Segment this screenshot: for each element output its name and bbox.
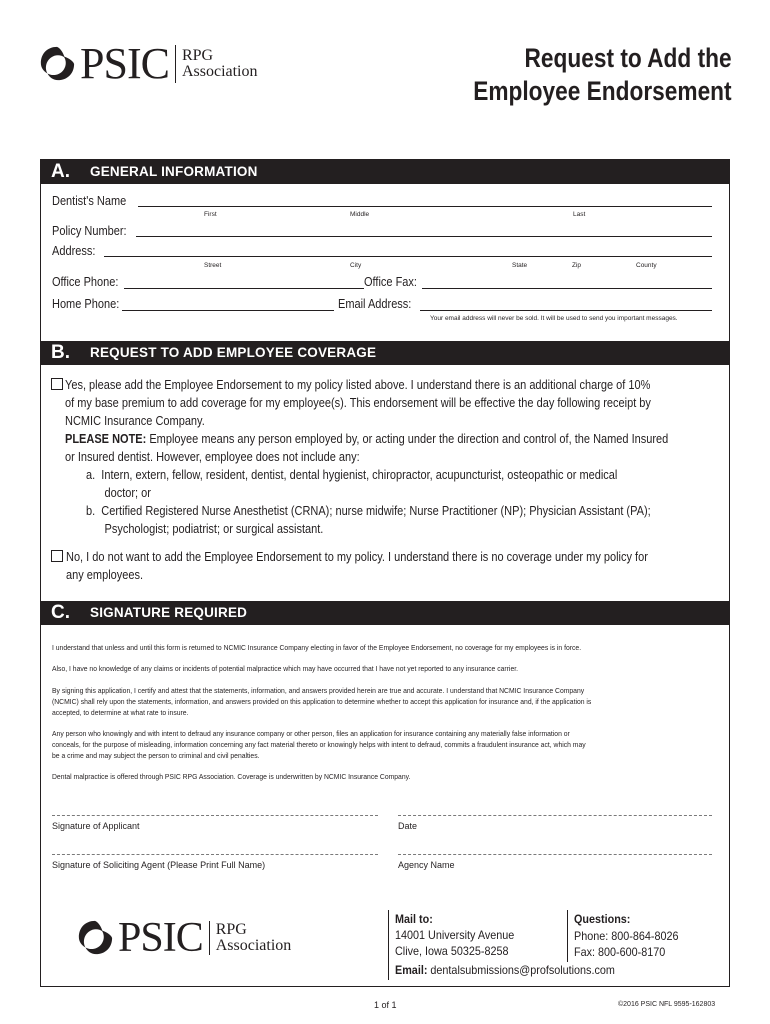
form-code: ©2016 PSIC NFL 9595-162803 (618, 1001, 716, 1008)
footer-psic-wordmark: PSIC (118, 915, 203, 961)
yes-checkbox[interactable] (51, 378, 63, 390)
no-line-1: No, I do not want to add the Employee Endorsement to my policy. I understand there is no coverage under my policy for (66, 550, 648, 564)
section-b-header (40, 341, 730, 365)
title-line-1: Request to Add the (524, 43, 732, 73)
home-phone-label: Home Phone: (52, 297, 120, 311)
email-note: Your email address will never be sold. It will be used to send you important messages. (430, 315, 678, 322)
footer-logo-association: Association (215, 937, 292, 954)
section-a-title: GENERAL INFORMATION (90, 164, 258, 179)
para4-line-1: Any person who knowingly and with intent to defraud any insurance company or other person, files an application for insurance containing any materially false information or (52, 729, 570, 738)
policy-number-field[interactable] (136, 236, 712, 237)
item-b-marker: b. (86, 504, 96, 518)
section-b-letter: B. (51, 342, 70, 363)
footer-psic-logo (76, 915, 292, 961)
logo-rpg-association (182, 48, 258, 80)
exclusion-list (86, 466, 651, 538)
agent-signature-label: Signature of Soliciting Agent (Please Print Full Name) (52, 860, 266, 870)
section-c-letter: C. (51, 602, 70, 623)
addr-county-caption: County (636, 262, 657, 269)
please-note-line-2: or Insured dentist. However, employee does not include any: (65, 450, 360, 464)
footer-email (395, 962, 615, 978)
section-c-header (40, 601, 730, 625)
email-field[interactable] (420, 310, 712, 311)
item-a-line-1: Intern, extern, fellow, resident, dentist, dental hygienist, chiropractor, acupuncturist, osteopathic or medical (101, 468, 618, 482)
signature-para-4 (52, 728, 678, 761)
para3-line-2: (NCMIC) shall rely upon the statements, information, and answers provided on this application to determine whether to accept this application for insurance and, if the application is (52, 697, 592, 706)
yes-line-1: Yes, please add the Employee Endorsement to my policy listed above. I understand there is an additional charge of 10% (65, 378, 651, 392)
item-b-line-2: Psychologist; podiatrist; or surgical assistant. (104, 522, 324, 536)
title-line-2: Employee Endorsement (473, 76, 732, 106)
name-middle-caption: Middle (350, 211, 370, 218)
page-title (474, 42, 732, 108)
yes-line-2: of my base premium to add coverage for my employee(s). This endorsement will be effective the day following receipt by (65, 396, 651, 410)
office-phone-field[interactable] (124, 288, 364, 289)
addr-street-caption: Street (204, 262, 222, 269)
questions-fax: Fax: 800-600-8170 (574, 945, 666, 959)
no-line-2: any employees. (66, 568, 144, 582)
applicant-signature-label: Signature of Applicant (52, 821, 140, 831)
logo-rpg: RPG (181, 47, 214, 64)
name-last-caption: Last (573, 211, 586, 218)
home-phone-field[interactable] (122, 310, 334, 311)
mail-address-line-1: 14001 University Avenue (395, 928, 515, 942)
para3-line-3: accepted, to determine at what rate to insure. (52, 708, 189, 717)
address-field[interactable] (104, 256, 712, 257)
signature-para-1: I understand that unless and until this form is returned to NCMIC Insurance Company electing in favor of the Employee Endorsement, no coverage for my employees is in force. (52, 643, 582, 652)
section-b-title: REQUEST TO ADD EMPLOYEE COVERAGE (90, 345, 377, 360)
dentist-name-label: Dentist's Name (52, 194, 127, 208)
section-c-title: SIGNATURE REQUIRED (90, 605, 248, 620)
applicant-signature-field[interactable] (52, 815, 378, 816)
para3-line-1: By signing this application, I certify and attest that the statements, information, and answers provided herein are true and accurate. I understand that NCMIC Insurance Company (52, 686, 585, 695)
addr-state-caption: State (512, 262, 528, 269)
agent-signature-field[interactable] (52, 854, 378, 855)
logo-association: Association (181, 63, 258, 80)
agency-name-field[interactable] (398, 854, 712, 855)
questions-label: Questions: (574, 912, 631, 926)
yes-option-text-cont (65, 394, 668, 466)
address-label: Address: (52, 244, 96, 258)
please-note (65, 430, 668, 448)
logo-divider (175, 45, 176, 83)
date-field[interactable] (398, 815, 712, 816)
please-note-label: PLEASE NOTE: (65, 432, 147, 446)
exclusion-item-a (86, 466, 651, 484)
psic-logo (38, 39, 258, 88)
section-a-letter: A. (51, 161, 70, 182)
please-note-text: Employee means any person employed by, or acting under the direction and control of, the Named Insured (146, 432, 669, 446)
footer-logo-divider (209, 921, 210, 955)
signature-para-2: Also, I have no knowledge of any claims or incidents of potential malpractice which may have occurred that I have not yet reported to any insurance carrier. (52, 664, 519, 673)
no-checkbox[interactable] (51, 550, 63, 562)
agency-name-label: Agency Name (398, 860, 455, 870)
questions-box-border (567, 910, 568, 962)
no-option-text (66, 548, 648, 584)
psic-swirl-icon (38, 45, 76, 83)
item-a-marker: a. (86, 468, 96, 482)
name-first-caption: First (204, 211, 217, 218)
para4-line-2: conceals, for the purpose of misleading, information concerning any fact material thereto or knowingly helps with intent to defraud, commits a fraudulent insurance act, which may (52, 740, 586, 749)
addr-zip-caption: Zip (572, 262, 582, 269)
item-b-line-1: Certified Registered Nurse Anesthetist (CRNA); nurse midwife; Nurse Practitioner (NP); Physician Assistant (PA); (101, 504, 651, 518)
psic-wordmark: PSIC (80, 39, 169, 88)
mail-address-line-2: Clive, Iowa 50325-8258 (395, 944, 509, 958)
page-number: 1 of 1 (374, 1000, 397, 1010)
footer-email-label: Email: (395, 963, 428, 977)
questions-phone: Phone: 800-864-8026 (574, 929, 679, 943)
footer-logo-rpg: RPG (215, 921, 247, 938)
date-label: Date (398, 821, 418, 831)
signature-para-3 (52, 685, 678, 718)
exclusion-item-b (86, 502, 651, 520)
footer-email-link[interactable]: dentalsubmissions@profsolutions.com (427, 963, 615, 977)
addr-city-caption: City (350, 262, 362, 269)
mail-to-label: Mail to: (395, 912, 433, 926)
footer-psic-swirl-icon (76, 919, 114, 957)
policy-number-label: Policy Number: (52, 224, 127, 238)
office-fax-field[interactable] (422, 288, 712, 289)
section-a-header (40, 160, 730, 184)
item-a-line-2: doctor; or (104, 486, 151, 500)
yes-line-3: NCMIC Insurance Company. (65, 414, 205, 428)
signature-para-5: Dental malpractice is offered through PSIC RPG Association. Coverage is underwritten by NCMIC Insurance Company. (52, 772, 411, 781)
yes-option-text (65, 376, 650, 394)
office-fax-label: Office Fax: (364, 275, 417, 289)
dentist-name-field[interactable] (138, 206, 712, 207)
email-label: Email Address: (338, 297, 412, 311)
office-phone-label: Office Phone: (52, 275, 119, 289)
mail-box-border (388, 910, 389, 980)
footer-logo-rpg-association (216, 922, 292, 954)
para4-line-3: be a crime and may subject the person to criminal and civil penalties. (52, 751, 260, 760)
